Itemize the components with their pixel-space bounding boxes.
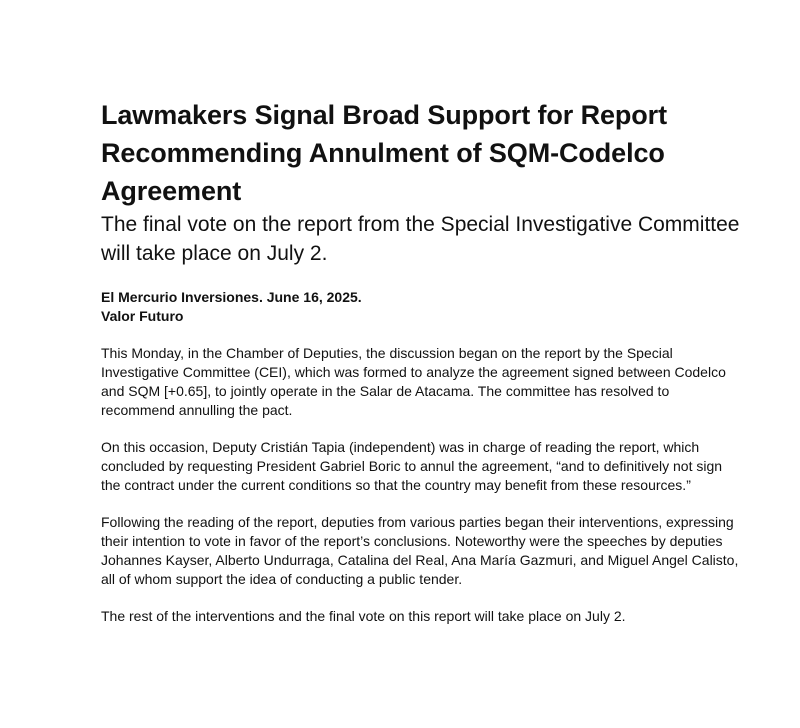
article-byline — [101, 288, 741, 326]
article-body — [101, 344, 741, 626]
byline-source-date: El Mercurio Inversiones. June 16, 2025. — [101, 289, 362, 305]
byline-author: Valor Futuro — [101, 308, 184, 324]
article-paragraph: On this occasion, Deputy Cristián Tapia (independent) was in charge of reading the report, which concluded by requesting President Gabriel Boric to annul the agreement, “and to definitively not sign the contract under the current conditions so that the country may benefit from these resources.” — [101, 439, 723, 493]
article-headline: Lawmakers Signal Broad Support for Report Recommending Annulment of SQM-Codelco Agreement — [101, 100, 667, 206]
article-paragraph: The rest of the interventions and the final vote on this report will take place on July 2. — [101, 608, 626, 624]
article-paragraph: Following the reading of the report, deputies from various parties began their interventions, expressing their intention to vote in favor of the report’s conclusions. Noteworthy were the speeches by deputies Johannes Kayser, Alberto Undurraga, Catalina del Real, Ana María Gazmuri, and Miguel Angel Calisto, all of whom support the idea of conducting a public tender. — [101, 514, 739, 587]
article-paragraph: This Monday, in the Chamber of Deputies, the discussion began on the report by the Special Investigative Committee (CEI), which was formed to analyze the agreement signed between Codelco and SQM [+0.65], to jointly operate in the Salar de Atacama. The committee has resolved to recommend annulling the pact. — [101, 345, 726, 418]
article — [101, 96, 741, 644]
article-subheadline: The final vote on the report from the Special Investigative Committee will take place on July 2. — [101, 213, 740, 265]
